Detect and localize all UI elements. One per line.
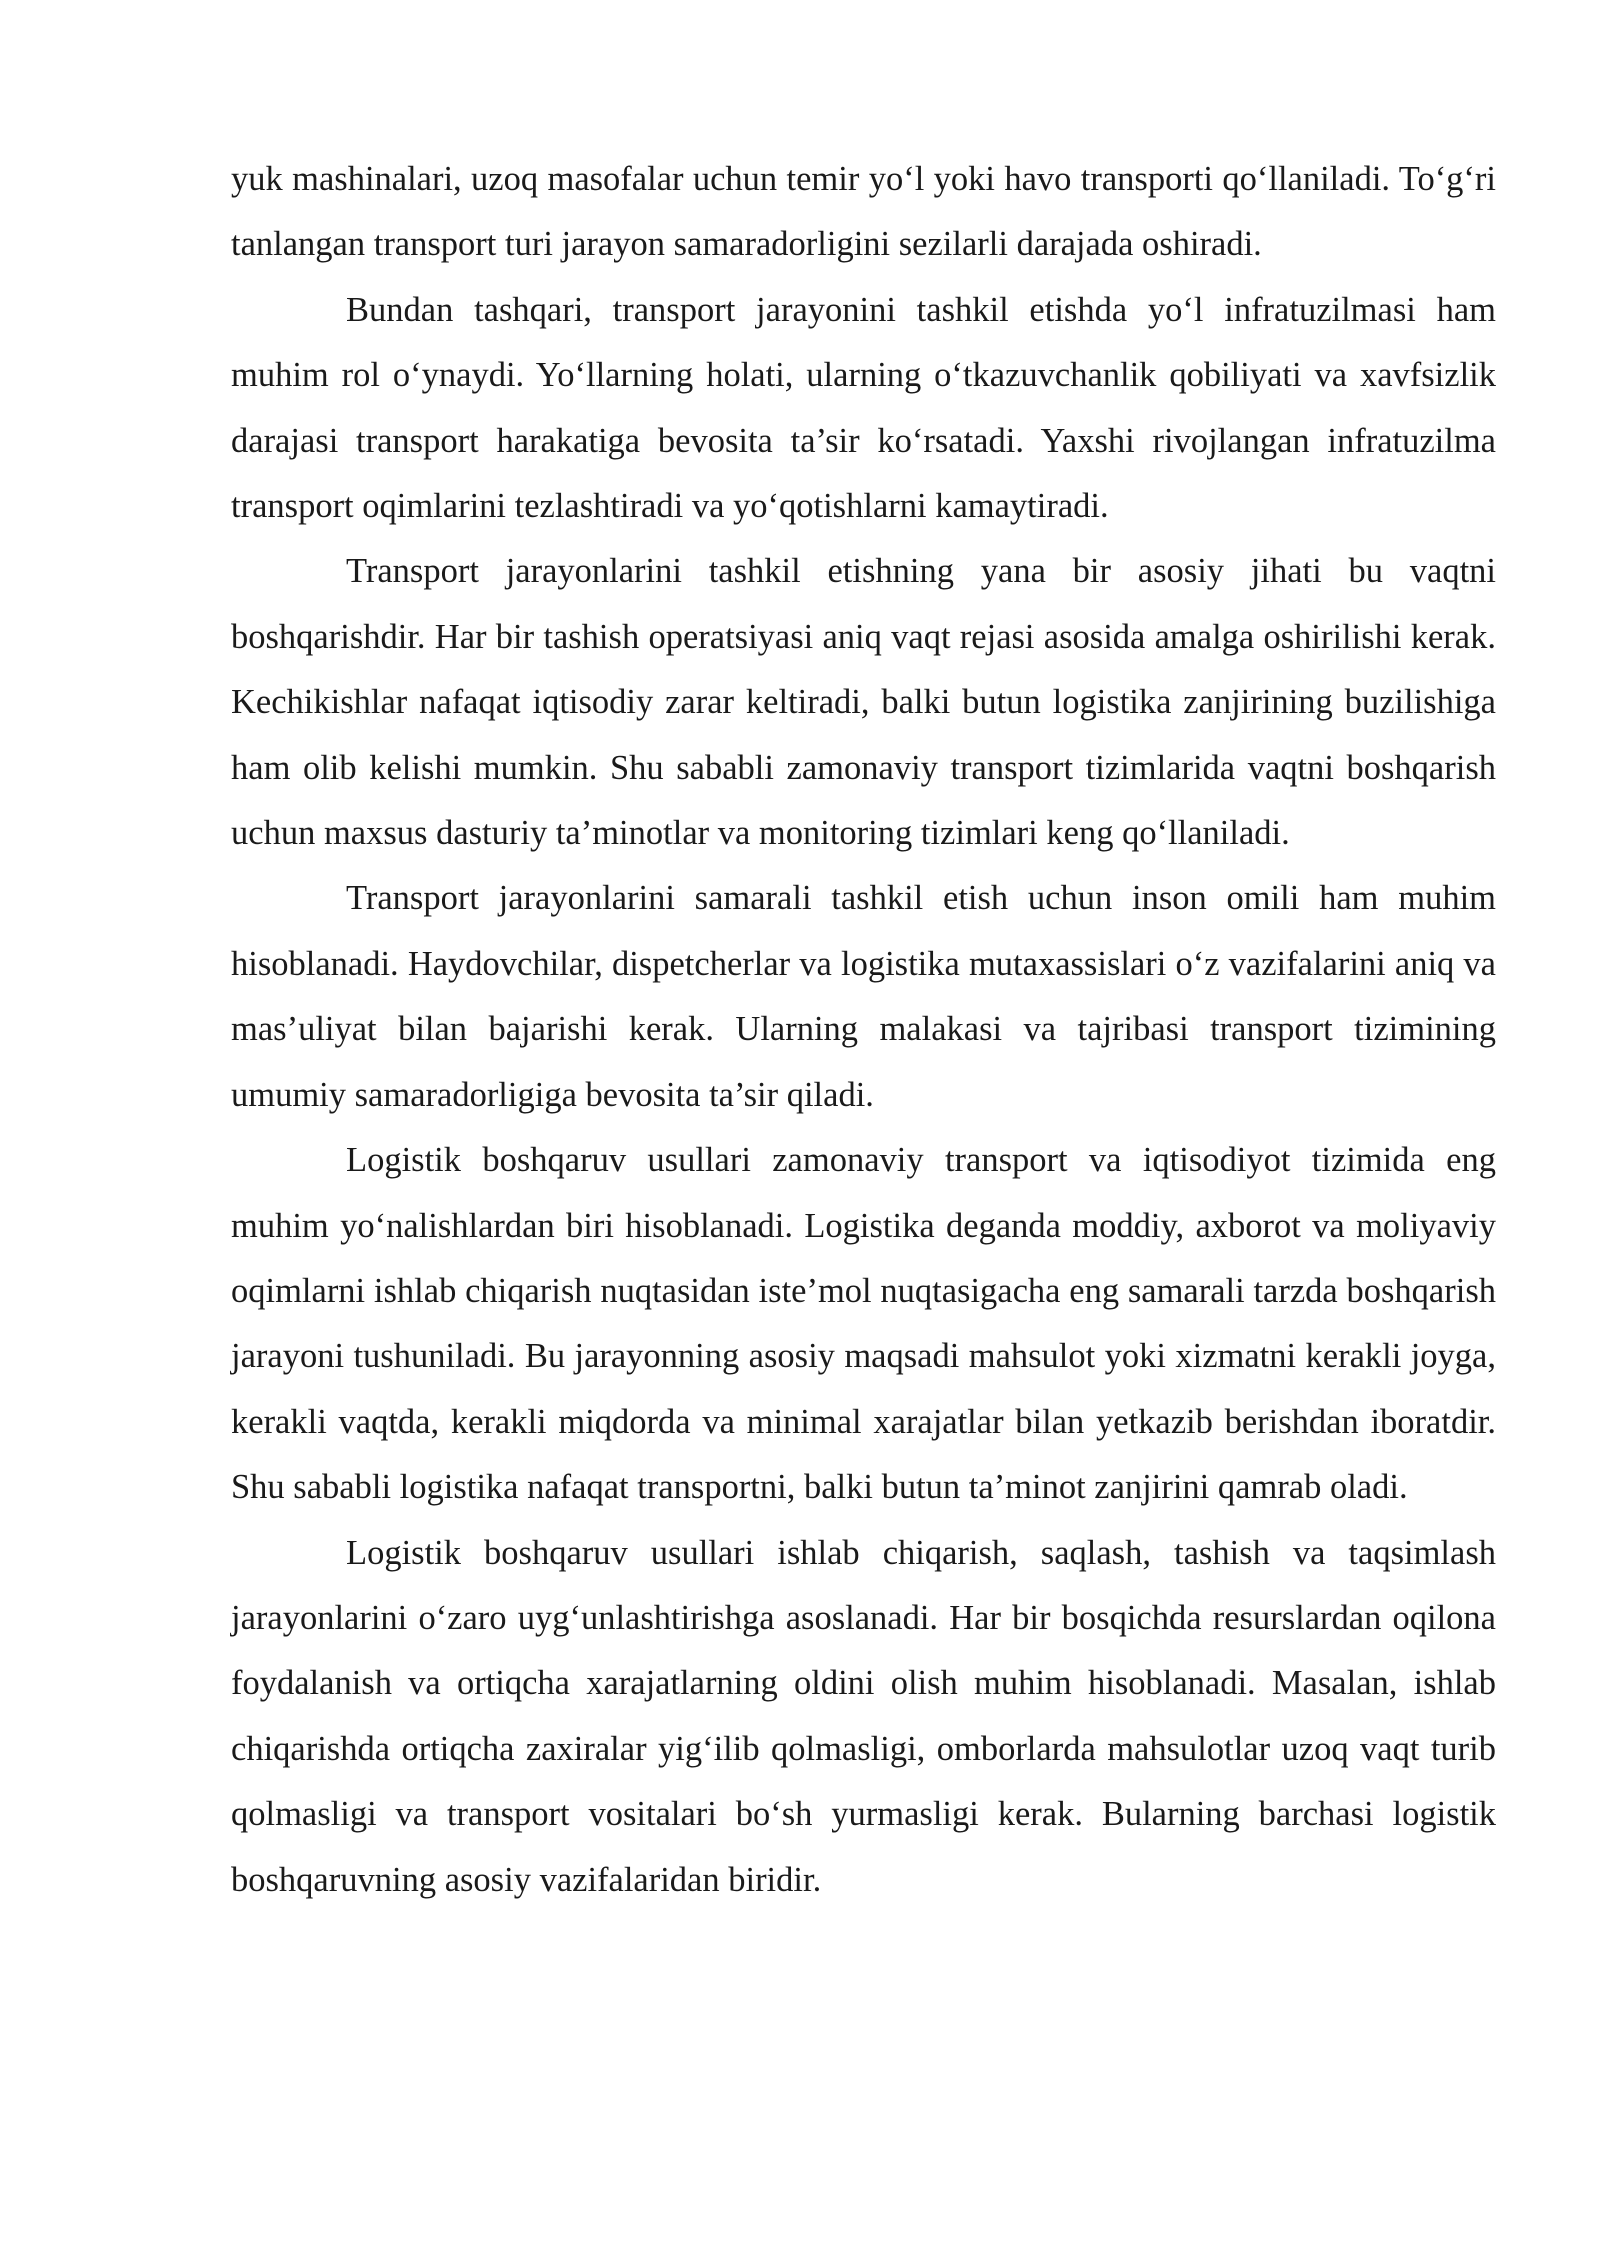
paragraph-human-factor: Transport jarayonlarini samarali tashkil etish uchun inson omili ham muhim hisoblanadi. Haydovchilar, dispetcherlar va logistika mutaxassislari o‘z vazifalarini aniq va mas’uliyat bilan bajarishi kerak. Ularning malakasi va tajribasi transport tizimining umumiy samaradorligiga bevosita ta’sir qiladi. (231, 879, 1496, 1114)
paragraph-logistics-stages: Logistik boshqaruv usullari ishlab chiqarish, saqlash, tashish va taqsimlash jarayonlarini o‘zaro uyg‘unlashtirishga asoslanadi. Har bir bosqichda resurslardan oqilona foydalanish va ortiqcha xarajatlarning oldini olish muhim hisoblanadi. Masalan, ishlab chiqarishda ortiqcha zaxiralar yig‘ilib qolmasligi, omborlarda mahsulotlar uzoq vaqt turib qolmasligi va transport vositalari bo‘sh yurmasligi kerak. Bularning barchasi logistik boshqaruvning asosiy vazifalaridan biridir. (231, 1533, 1496, 1899)
paragraph-continuation: yuk mashinalari, uzoq masofalar uchun temir yo‘l yoki havo transporti qo‘llaniladi. To‘g‘ri tanlangan transport turi jarayon samaradorligini sezilarli darajada oshiradi. (231, 160, 1496, 264)
paragraph-logistics-methods: Logistik boshqaruv usullari zamonaviy transport va iqtisodiyot tizimida eng muhim yo‘nalishlardan biri hisoblanadi. Logistika deganda moddiy, axborot va moliyaviy oqimlarni ishlab chiqarish nuqtasidan iste’mol nuqtasigacha eng samarali tarzda boshqarish jarayoni tushuniladi. Bu jarayonning asosiy maqsadi mahsulot yoki xizmatni kerakli joyga, kerakli vaqtda, kerakli miqdorda va minimal xarajatlar bilan yetkazib berishdan iboratdir. Shu sababli logistika nafaqat transportni, balki butun ta’minot zanjirini qamrab oladi. (231, 1141, 1496, 1507)
body-text (231, 147, 1496, 1913)
paragraph-infrastructure: Bundan tashqari, transport jarayonini tashkil etishda yo‘l infratuzilmasi ham muhim rol o‘ynaydi. Yo‘llarning holati, ularning o‘tkazuvchanlik qobiliyati va xavfsizlik darajasi transport harakatiga bevosita ta’sir ko‘rsatadi. Yaxshi rivojlangan infratuzilma transport oqimlarini tezlashtiradi va yo‘qotishlarni kamaytiradi. (231, 290, 1496, 526)
paragraph-time-management: Transport jarayonlarini tashkil etishning yana bir asosiy jihati bu vaqtni boshqarishdir. Har bir tashish operatsiyasi aniq vaqt rejasi asosida amalga oshirilishi kerak. Kechikishlar nafaqat iqtisodiy zarar keltiradi, balki butun logistika zanjirining buzilishiga ham olib kelishi mumkin. Shu sababli zamonaviy transport tizimlarida vaqtni boshqarish uchun maxsus dasturiy ta’minotlar va monitoring tizimlari keng qo‘llaniladi. (231, 552, 1496, 853)
